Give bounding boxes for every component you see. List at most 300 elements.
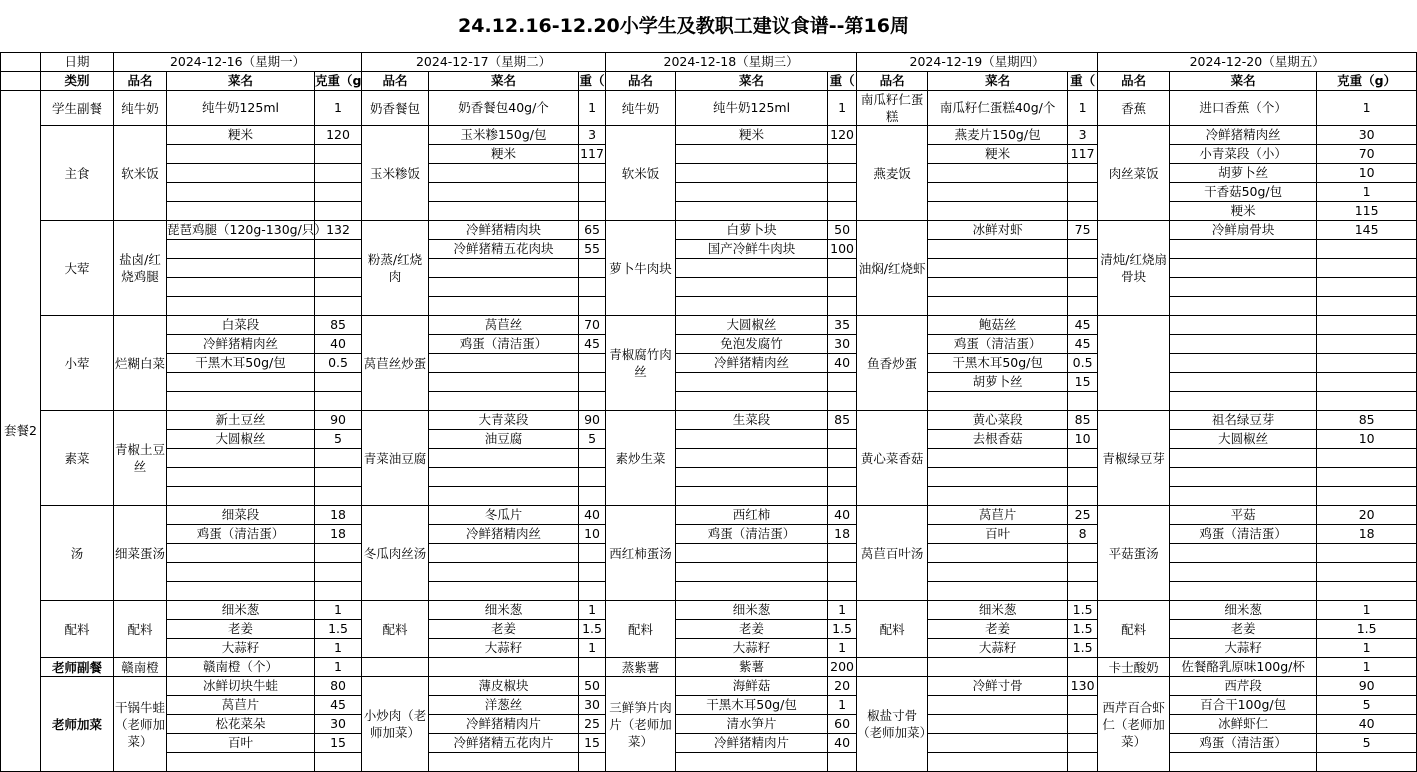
dish-name [928, 563, 1068, 582]
dish-name [167, 183, 315, 202]
dish-weight: 120 [828, 126, 857, 145]
dish-weight [1317, 392, 1417, 411]
dish-header: 菜名 [429, 72, 579, 91]
dish-weight: 1 [1317, 658, 1417, 677]
dish-weight [579, 164, 606, 183]
dish-name [928, 715, 1068, 734]
dish-weight: 25 [1068, 506, 1098, 525]
dish-weight: 18 [315, 525, 362, 544]
dish-name [928, 449, 1068, 468]
blank-corner [1, 53, 41, 72]
dish-name [676, 259, 828, 278]
dish-name: 粳米 [676, 126, 828, 145]
item-name: 冬瓜肉丝汤 [362, 506, 429, 601]
dish-weight [315, 259, 362, 278]
dish-weight [579, 373, 606, 392]
dish-weight [315, 468, 362, 487]
dish-weight [1068, 468, 1098, 487]
dish-weight [828, 297, 857, 316]
dish-weight [315, 753, 362, 772]
dish-weight: 0.5 [1068, 354, 1098, 373]
dish-name: 冷鲜猪精五花肉块 [429, 240, 579, 259]
date-header: 2024-12-20（星期五） [1098, 53, 1417, 72]
dish-name [429, 563, 579, 582]
dish-weight: 1 [579, 91, 606, 126]
dish-weight [828, 202, 857, 221]
dish-weight: 40 [828, 734, 857, 753]
dish-weight: 85 [1317, 411, 1417, 430]
date-header: 2024-12-16（星期一） [114, 53, 362, 72]
dish-weight [1068, 658, 1098, 677]
dish-weight [828, 145, 857, 164]
dish-weight: 1 [1317, 183, 1417, 202]
dish-weight [828, 468, 857, 487]
dish-name [1170, 449, 1317, 468]
dish-weight: 90 [315, 411, 362, 430]
dish-weight: 1 [315, 601, 362, 620]
dish-weight [579, 278, 606, 297]
dish-name [928, 753, 1068, 772]
item-name: 莴苣百叶汤 [857, 506, 928, 601]
dish-header: 菜名 [928, 72, 1068, 91]
dish-name: 莴苣片 [167, 696, 315, 715]
dish-name: 免泡发腐竹 [676, 335, 828, 354]
dish-weight: 30 [579, 696, 606, 715]
dish-name: 纯牛奶125ml [676, 91, 828, 126]
dish-weight [1068, 753, 1098, 772]
dish-weight: 25 [579, 715, 606, 734]
dish-name: 老姜 [676, 620, 828, 639]
dish-name: 百叶 [928, 525, 1068, 544]
dish-name: 油豆腐 [429, 430, 579, 449]
dish-weight [828, 753, 857, 772]
dish-name [676, 449, 828, 468]
dish-weight: 10 [1068, 430, 1098, 449]
dish-name: 大蒜籽 [928, 639, 1068, 658]
dish-name: 莴苣丝 [429, 316, 579, 335]
dish-name [676, 202, 828, 221]
dish-name: 生菜段 [676, 411, 828, 430]
item-name [362, 658, 429, 677]
dish-header: 菜名 [676, 72, 828, 91]
dish-name: 大蒜籽 [167, 639, 315, 658]
dish-weight: 1.5 [828, 620, 857, 639]
dish-name: 百合干100g/包 [1170, 696, 1317, 715]
dish-weight [1317, 278, 1417, 297]
dish-name [1170, 544, 1317, 563]
dish-weight: 5 [1317, 696, 1417, 715]
category-main_meat: 大荤 [41, 221, 114, 316]
dish-weight [1068, 544, 1098, 563]
dish-weight [1068, 259, 1098, 278]
dish-weight [1068, 715, 1098, 734]
dish-name: 鸡蛋（清洁蛋） [928, 335, 1068, 354]
dish-weight: 20 [828, 677, 857, 696]
dish-weight [315, 373, 362, 392]
dish-name [676, 430, 828, 449]
dish-name: 冰鲜切块牛蛙 [167, 677, 315, 696]
dish-name: 琵琶鸡腿（120g-130g/只） [167, 221, 315, 240]
item-name: 西芹百合虾仁（老师加菜） [1098, 677, 1170, 772]
dish-name [429, 164, 579, 183]
dish-name: 洋葱丝 [429, 696, 579, 715]
dish-name: 国产冷鲜牛肉块 [676, 240, 828, 259]
dish-weight [828, 487, 857, 506]
dish-name [928, 259, 1068, 278]
dish-weight [1317, 563, 1417, 582]
dish-name [167, 278, 315, 297]
dish-name: 佐餐酪乳原味100g/杯 [1170, 658, 1317, 677]
dish-weight: 45 [1068, 316, 1098, 335]
dish-weight: 5 [1317, 734, 1417, 753]
dish-weight: 1 [1317, 639, 1417, 658]
dish-weight: 5 [315, 430, 362, 449]
dish-weight [1317, 316, 1417, 335]
dish-weight: 45 [579, 335, 606, 354]
dish-name [1170, 373, 1317, 392]
dish-weight [828, 563, 857, 582]
dish-name: 细米葱 [1170, 601, 1317, 620]
dish-weight [1317, 354, 1417, 373]
dish-name [676, 563, 828, 582]
dish-name: 去根香菇 [928, 430, 1068, 449]
dish-name [1170, 259, 1317, 278]
page-title: 24.12.16-12.20小学生及教职工建议食谱--第16周 [458, 15, 909, 37]
dish-weight [579, 354, 606, 373]
dish-name: 纯牛奶125ml [167, 91, 315, 126]
dish-weight [1068, 392, 1098, 411]
dish-weight [828, 259, 857, 278]
dish-name: 鸡蛋（清洁蛋） [167, 525, 315, 544]
dish-name [676, 145, 828, 164]
item-header: 品名 [1098, 72, 1170, 91]
dish-name: 冷鲜猪精肉块 [429, 221, 579, 240]
dish-weight: 1 [579, 639, 606, 658]
dish-name: 干黑木耳50g/包 [167, 354, 315, 373]
dish-name: 百叶 [167, 734, 315, 753]
dish-name [167, 259, 315, 278]
dish-name: 冷鲜寸骨 [928, 677, 1068, 696]
dish-weight: 1 [1068, 91, 1098, 126]
dish-name [928, 183, 1068, 202]
dish-weight [579, 487, 606, 506]
item-header: 品名 [606, 72, 676, 91]
dish-name: 冷鲜扇骨块 [1170, 221, 1317, 240]
dish-name [928, 734, 1068, 753]
category-staple: 主食 [41, 126, 114, 221]
dish-weight [1068, 202, 1098, 221]
dish-name: 冰鲜虾仁 [1170, 715, 1317, 734]
dish-name: 祖名绿豆芽 [1170, 411, 1317, 430]
dish-name [928, 544, 1068, 563]
dish-name: 海鲜菇 [676, 677, 828, 696]
dish-name: 南瓜籽仁蛋糕40g/个 [928, 91, 1068, 126]
dish-name: 玉米糁150g/包 [429, 126, 579, 145]
dish-weight [828, 373, 857, 392]
dish-name [167, 373, 315, 392]
dish-weight: 45 [1068, 335, 1098, 354]
dish-name: 胡萝卜丝 [928, 373, 1068, 392]
date-header: 2024-12-17（星期二） [362, 53, 606, 72]
dish-name: 大圆椒丝 [676, 316, 828, 335]
category-student_side: 学生副餐 [41, 91, 114, 126]
dish-weight: 10 [1317, 164, 1417, 183]
dish-name [1170, 297, 1317, 316]
item-name: 软米饭 [114, 126, 167, 221]
item-name: 玉米糁饭 [362, 126, 429, 221]
dish-weight: 132 [315, 221, 362, 240]
dish-name [676, 487, 828, 506]
dish-weight [1068, 183, 1098, 202]
dish-weight [828, 582, 857, 601]
dish-weight: 1.5 [1068, 601, 1098, 620]
dish-name: 细米葱 [429, 601, 579, 620]
dish-name: 粳米 [928, 145, 1068, 164]
dish-name [928, 487, 1068, 506]
dish-name [1170, 468, 1317, 487]
dish-weight [315, 487, 362, 506]
item-name: 椒盐寸骨（老师加菜） [857, 677, 928, 772]
dish-weight: 120 [315, 126, 362, 145]
item-name: 干锅牛蛙（老师加菜） [114, 677, 167, 772]
dish-name [167, 202, 315, 221]
dish-name: 干黑木耳50g/包 [928, 354, 1068, 373]
dish-name [167, 582, 315, 601]
item-name: 油焖/红烧虾 [857, 221, 928, 316]
dish-weight: 5 [579, 430, 606, 449]
dish-weight [1317, 373, 1417, 392]
dish-name: 冬瓜片 [429, 506, 579, 525]
item-name: 青椒绿豆芽 [1098, 411, 1170, 506]
item-name: 软米饭 [606, 126, 676, 221]
dish-name [676, 468, 828, 487]
dish-weight [1317, 753, 1417, 772]
dish-weight [579, 753, 606, 772]
item-name: 三鲜笋片肉片（老师加菜） [606, 677, 676, 772]
dish-weight [1317, 240, 1417, 259]
dish-name [429, 658, 579, 677]
item-name: 鱼香炒蛋 [857, 316, 928, 411]
category-seasoning: 配料 [41, 601, 114, 658]
item-name: 小炒肉（老师加菜） [362, 677, 429, 772]
dish-weight [1317, 487, 1417, 506]
item-name: 香蕉 [1098, 91, 1170, 126]
dish-name [429, 278, 579, 297]
item-name: 萝卜牛肉块 [606, 221, 676, 316]
item-name: 配料 [362, 601, 429, 658]
dish-weight [315, 278, 362, 297]
dish-name: 冷鲜猪精五花肉片 [429, 734, 579, 753]
dish-name [928, 582, 1068, 601]
item-name [857, 658, 928, 677]
dish-weight [315, 183, 362, 202]
dish-weight: 200 [828, 658, 857, 677]
dish-name: 冷鲜猪精肉片 [429, 715, 579, 734]
dish-name [167, 297, 315, 316]
dish-name: 细米葱 [928, 601, 1068, 620]
dish-name: 小青菜段（小） [1170, 145, 1317, 164]
dish-weight: 1.5 [579, 620, 606, 639]
dish-weight [579, 202, 606, 221]
dish-name [1170, 240, 1317, 259]
dish-weight: 1 [828, 696, 857, 715]
dish-weight: 1 [315, 658, 362, 677]
dish-name [1170, 335, 1317, 354]
dish-name: 鸡蛋（清洁蛋） [676, 525, 828, 544]
item-name: 黄心菜香菇 [857, 411, 928, 506]
dish-weight: 8 [1068, 525, 1098, 544]
dish-name: 胡萝卜丝 [1170, 164, 1317, 183]
dish-weight: 3 [579, 126, 606, 145]
dish-name: 老姜 [928, 620, 1068, 639]
dish-weight [1068, 696, 1098, 715]
dish-name [928, 278, 1068, 297]
weight-header: 重（ [828, 72, 857, 91]
dish-name: 粳米 [429, 145, 579, 164]
dish-name [676, 278, 828, 297]
item-name: 卡士酸奶 [1098, 658, 1170, 677]
dish-name [429, 392, 579, 411]
dish-name [167, 468, 315, 487]
dish-name [167, 392, 315, 411]
dish-name [928, 297, 1068, 316]
dish-weight: 1 [315, 91, 362, 126]
dish-weight: 40 [828, 506, 857, 525]
item-name: 配料 [114, 601, 167, 658]
item-name: 粉蒸/红烧肉 [362, 221, 429, 316]
dish-weight: 15 [315, 734, 362, 753]
dish-weight: 45 [315, 696, 362, 715]
dish-name: 冷鲜猪精肉丝 [429, 525, 579, 544]
dish-name: 进口香蕉（个） [1170, 91, 1317, 126]
dish-weight [579, 658, 606, 677]
dish-header: 菜名 [1170, 72, 1317, 91]
item-name: 烂糊白菜 [114, 316, 167, 411]
dish-weight [579, 183, 606, 202]
dish-name: 西红柿 [676, 506, 828, 525]
dish-weight [315, 563, 362, 582]
dish-name: 白萝卜块 [676, 221, 828, 240]
dish-name [167, 563, 315, 582]
item-name: 莴苣丝炒蛋 [362, 316, 429, 411]
category-vegetable: 素菜 [41, 411, 114, 506]
dish-name [1170, 563, 1317, 582]
dish-weight [315, 582, 362, 601]
dish-name [676, 392, 828, 411]
dish-name [928, 164, 1068, 183]
dish-weight: 40 [315, 335, 362, 354]
dish-weight: 30 [828, 335, 857, 354]
item-name: 蒸紫薯 [606, 658, 676, 677]
dish-weight: 15 [1068, 373, 1098, 392]
dish-weight: 1.5 [1068, 639, 1098, 658]
dish-name: 鸡蛋（清洁蛋） [1170, 734, 1317, 753]
dish-name: 西芹段 [1170, 677, 1317, 696]
dish-weight: 35 [828, 316, 857, 335]
dish-name [429, 354, 579, 373]
item-name: 配料 [606, 601, 676, 658]
dish-weight: 50 [828, 221, 857, 240]
dish-weight [1068, 582, 1098, 601]
weight-header: 重（ [1068, 72, 1098, 91]
item-name: 配料 [857, 601, 928, 658]
dish-weight: 85 [315, 316, 362, 335]
weight-header: 重（ [579, 72, 606, 91]
item-header: 品名 [857, 72, 928, 91]
dish-weight [1317, 582, 1417, 601]
category-label: 类别 [41, 72, 114, 91]
dish-name [429, 468, 579, 487]
dish-name [1170, 354, 1317, 373]
date-label: 日期 [41, 53, 114, 72]
dish-weight: 117 [1068, 145, 1098, 164]
dish-name: 鲍菇丝 [928, 316, 1068, 335]
dish-name: 粳米 [167, 126, 315, 145]
category-minor_meat: 小荤 [41, 316, 114, 411]
category-teacher_extra: 老师加菜 [41, 677, 114, 772]
blank-corner [1, 72, 41, 91]
dish-name: 新土豆丝 [167, 411, 315, 430]
dish-name: 细菜段 [167, 506, 315, 525]
dish-name [1170, 278, 1317, 297]
dish-weight [315, 164, 362, 183]
dish-weight [579, 563, 606, 582]
dish-weight: 145 [1317, 221, 1417, 240]
dish-weight [828, 278, 857, 297]
item-name: 平菇蛋汤 [1098, 506, 1170, 601]
item-name: 青椒腐竹肉丝 [606, 316, 676, 411]
dish-weight: 70 [1317, 145, 1417, 164]
dish-name [1170, 392, 1317, 411]
dish-name [676, 164, 828, 183]
item-name: 南瓜籽仁蛋糕 [857, 91, 928, 126]
dish-weight: 55 [579, 240, 606, 259]
dish-name: 清水笋片 [676, 715, 828, 734]
dish-weight [828, 449, 857, 468]
dish-weight [828, 544, 857, 563]
dish-weight [579, 582, 606, 601]
dish-name [676, 373, 828, 392]
dish-name [167, 544, 315, 563]
dish-name [1170, 582, 1317, 601]
dish-weight: 100 [828, 240, 857, 259]
dish-name: 鸡蛋（清洁蛋） [1170, 525, 1317, 544]
dish-weight: 80 [315, 677, 362, 696]
dish-weight [1068, 240, 1098, 259]
item-header: 品名 [114, 72, 167, 91]
dish-name [167, 487, 315, 506]
item-name: 燕麦饭 [857, 126, 928, 221]
dish-weight [315, 449, 362, 468]
dish-weight: 3 [1068, 126, 1098, 145]
dish-weight [1317, 297, 1417, 316]
dish-weight: 20 [1317, 506, 1417, 525]
dish-name [429, 753, 579, 772]
dish-weight: 18 [1317, 525, 1417, 544]
date-header: 2024-12-19（星期四） [857, 53, 1098, 72]
dish-weight: 1 [828, 639, 857, 658]
dish-weight: 1 [579, 601, 606, 620]
dish-weight: 1.5 [1068, 620, 1098, 639]
menu-table [0, 52, 1417, 772]
dish-weight [1068, 449, 1098, 468]
dish-name [928, 696, 1068, 715]
dish-weight [1068, 734, 1098, 753]
dish-name [676, 753, 828, 772]
dish-name [928, 392, 1068, 411]
item-name: 纯牛奶 [114, 91, 167, 126]
dish-weight: 1 [828, 91, 857, 126]
